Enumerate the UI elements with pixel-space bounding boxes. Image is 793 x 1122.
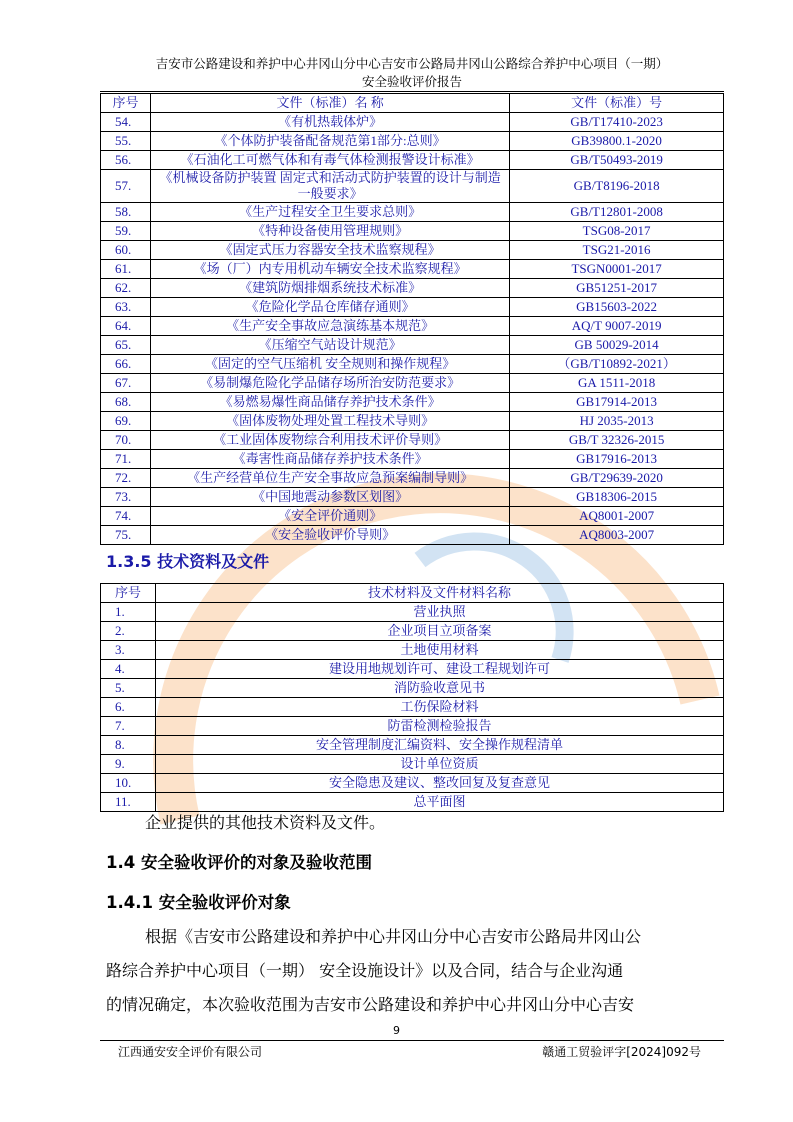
cell-name: 《中国地震动参数区划图》 bbox=[150, 488, 509, 507]
cell-code: GB17914-2013 bbox=[510, 393, 724, 412]
table-row bbox=[101, 488, 724, 507]
cell-code: GB/T 32326-2015 bbox=[510, 431, 724, 450]
table-row bbox=[101, 260, 724, 279]
cell-name: 技术材料及文件材料名称 bbox=[155, 584, 723, 603]
cell-code: GB18306-2015 bbox=[510, 488, 724, 507]
cell-name: 总平面图 bbox=[155, 793, 723, 812]
cell-name: 设计单位资质 bbox=[155, 755, 723, 774]
table-row bbox=[101, 374, 724, 393]
cell-index: 10. bbox=[101, 774, 156, 793]
cell-code: GB/T29639-2020 bbox=[510, 469, 724, 488]
cell-name: 《危险化学品仓库储存通则》 bbox=[150, 298, 509, 317]
cell-index: 62. bbox=[101, 279, 151, 298]
cell-code: （GB/T10892-2021） bbox=[510, 355, 724, 374]
cell-code: TSG08-2017 bbox=[510, 222, 724, 241]
cell-index: 68. bbox=[101, 393, 151, 412]
cell-index: 11. bbox=[101, 793, 156, 812]
cell-index: 58. bbox=[101, 203, 151, 222]
cell-name: 《安全评价通则》 bbox=[150, 507, 509, 526]
header-divider bbox=[100, 91, 724, 92]
cell-index: 序号 bbox=[101, 94, 151, 113]
paragraph-line-2: 路综合养护中心项目（一期） 安全设施设计》以及合同，结合与企业沟通 bbox=[106, 961, 624, 980]
cell-index: 70. bbox=[101, 431, 151, 450]
table-row bbox=[101, 698, 724, 717]
cell-code: GB/T50493-2019 bbox=[510, 151, 724, 170]
table-row bbox=[101, 660, 724, 679]
cell-name: 防雷检测检验报告 bbox=[155, 717, 723, 736]
footer-report-number: 赣通工贸验评字[2024]092号 bbox=[542, 1045, 701, 1059]
cell-name: 安全隐患及建议、整改回复及复查意见 bbox=[155, 774, 723, 793]
cell-code: GB/T17410-2023 bbox=[510, 113, 724, 132]
cell-name: 《固体废物处理处置工程技术导则》 bbox=[150, 412, 509, 431]
cell-name: 《特种设备使用管理规则》 bbox=[150, 222, 509, 241]
cell-code: TSG21-2016 bbox=[510, 241, 724, 260]
cell-code: AQ8001-2007 bbox=[510, 507, 724, 526]
cell-name: 《机械设备防护装置 固定式和活动式防护装置的设计与制造一般要求》 bbox=[150, 170, 509, 203]
cell-index: 2. bbox=[101, 622, 156, 641]
cell-name: 安全管理制度汇编资料、安全操作规程清单 bbox=[155, 736, 723, 755]
cell-index: 57. bbox=[101, 170, 151, 203]
cell-name: 建设用地规划许可、建设工程规划许可 bbox=[155, 660, 723, 679]
cell-index: 5. bbox=[101, 679, 156, 698]
table-row bbox=[101, 336, 724, 355]
cell-index: 63. bbox=[101, 298, 151, 317]
cell-name: 《易燃易爆性商品储存养护技术条件》 bbox=[150, 393, 509, 412]
table-row bbox=[101, 203, 724, 222]
cell-index: 56. bbox=[101, 151, 151, 170]
header-subtitle: 安全验收评价报告 bbox=[361, 74, 462, 89]
cell-index: 8. bbox=[101, 736, 156, 755]
table-row bbox=[101, 151, 724, 170]
table-row bbox=[101, 412, 724, 431]
table-row bbox=[101, 526, 724, 545]
cell-code: GB 50029-2014 bbox=[510, 336, 724, 355]
cell-name: 企业项目立项备案 bbox=[155, 622, 723, 641]
cell-index: 72. bbox=[101, 469, 151, 488]
table-row bbox=[101, 170, 724, 203]
cell-index: 59. bbox=[101, 222, 151, 241]
table-row bbox=[101, 132, 724, 151]
table-row bbox=[101, 298, 724, 317]
table-row bbox=[101, 679, 724, 698]
cell-code: GB/T12801-2008 bbox=[510, 203, 724, 222]
cell-index: 54. bbox=[101, 113, 151, 132]
table-row bbox=[101, 317, 724, 336]
cell-name: 《场（厂）内专用机动车辆安全技术监察规程》 bbox=[150, 260, 509, 279]
section-1-4-heading: 1.4 安全验收评价的对象及验收范围 bbox=[106, 853, 372, 872]
paragraph-line-3: 的情况确定，本次验收范围为吉安市公路建设和养护中心井冈山分中心吉安 bbox=[106, 995, 635, 1014]
cell-index: 65. bbox=[101, 336, 151, 355]
page-number: 9 bbox=[393, 1024, 400, 1037]
cell-name: 《安全验收评价导则》 bbox=[150, 526, 509, 545]
header-title: 吉安市公路建设和养护中心井冈山分中心吉安市公路局井冈山公路综合养护中心项目（一期） bbox=[155, 56, 669, 71]
footer-divider bbox=[100, 1040, 724, 1041]
table-row bbox=[101, 355, 724, 374]
cell-index: 71. bbox=[101, 450, 151, 469]
table-row bbox=[101, 641, 724, 660]
cell-code: GB51251-2017 bbox=[510, 279, 724, 298]
table-row bbox=[101, 736, 724, 755]
table-row bbox=[101, 450, 724, 469]
cell-index: 64. bbox=[101, 317, 151, 336]
table-row bbox=[101, 222, 724, 241]
cell-name: 《有机热载体炉》 bbox=[150, 113, 509, 132]
cell-name: 《个体防护装备配备规范第1部分:总则》 bbox=[150, 132, 509, 151]
table-row bbox=[101, 717, 724, 736]
cell-name: 《建筑防烟排烟系统技术标准》 bbox=[150, 279, 509, 298]
cell-name: 营业执照 bbox=[155, 603, 723, 622]
table-header-row bbox=[101, 584, 724, 603]
cell-name: 《易制爆危险化学品储存场所治安防范要求》 bbox=[150, 374, 509, 393]
cell-index: 61. bbox=[101, 260, 151, 279]
table-header-row bbox=[101, 94, 724, 113]
cell-index: 9. bbox=[101, 755, 156, 774]
cell-name: 《生产经营单位生产安全事故应急预案编制导则》 bbox=[150, 469, 509, 488]
tech-documents-table bbox=[100, 583, 724, 812]
cell-code: HJ 2035-2013 bbox=[510, 412, 724, 431]
cell-name: 《压缩空气站设计规范》 bbox=[150, 336, 509, 355]
cell-index: 7. bbox=[101, 717, 156, 736]
cell-index: 67. bbox=[101, 374, 151, 393]
cell-name: 《石油化工可燃气体和有毒气体检测报警设计标准》 bbox=[150, 151, 509, 170]
table-row bbox=[101, 241, 724, 260]
cell-index: 60. bbox=[101, 241, 151, 260]
cell-code: GB15603-2022 bbox=[510, 298, 724, 317]
cell-code: GB39800.1-2020 bbox=[510, 132, 724, 151]
cell-name: 《固定的空气压缩机 安全规则和操作规程》 bbox=[150, 355, 509, 374]
cell-index: 55. bbox=[101, 132, 151, 151]
cell-code: AQ/T 9007-2019 bbox=[510, 317, 724, 336]
table-row bbox=[101, 469, 724, 488]
table-row bbox=[101, 393, 724, 412]
cell-name: 土地使用材料 bbox=[155, 641, 723, 660]
table-row bbox=[101, 603, 724, 622]
cell-name: 《毒害性商品储存养护技术条件》 bbox=[150, 450, 509, 469]
cell-name: 消防验收意见书 bbox=[155, 679, 723, 698]
cell-name: 《固定式压力容器安全技术监察规程》 bbox=[150, 241, 509, 260]
table-row bbox=[101, 431, 724, 450]
cell-index: 4. bbox=[101, 660, 156, 679]
cell-index: 1. bbox=[101, 603, 156, 622]
cell-code: GB17916-2013 bbox=[510, 450, 724, 469]
table-row bbox=[101, 279, 724, 298]
paragraph-line-1: 根据《吉安市公路建设和养护中心井冈山分中心吉安市公路局井冈山公 bbox=[145, 927, 642, 946]
cell-index: 69. bbox=[101, 412, 151, 431]
table-row bbox=[101, 507, 724, 526]
cell-name: 文件（标准）名 称 bbox=[150, 94, 509, 113]
cell-code: TSGN0001-2017 bbox=[510, 260, 724, 279]
cell-index: 序号 bbox=[101, 584, 156, 603]
note-text: 企业提供的其他技术资料及文件。 bbox=[145, 813, 386, 832]
cell-index: 6. bbox=[101, 698, 156, 717]
cell-code: GB/T8196-2018 bbox=[510, 170, 724, 203]
section-1-3-5-heading: 1.3.5 技术资料及文件 bbox=[106, 552, 270, 571]
cell-name: 《生产安全事故应急演练基本规范》 bbox=[150, 317, 509, 336]
standards-table bbox=[100, 93, 724, 545]
cell-index: 75. bbox=[101, 526, 151, 545]
table-row bbox=[101, 113, 724, 132]
cell-code: AQ8003-2007 bbox=[510, 526, 724, 545]
table-row bbox=[101, 774, 724, 793]
cell-index: 66. bbox=[101, 355, 151, 374]
cell-name: 《工业固体废物综合利用技术评价导则》 bbox=[150, 431, 509, 450]
cell-index: 73. bbox=[101, 488, 151, 507]
cell-code: 文件（标准）号 bbox=[510, 94, 724, 113]
cell-name: 《生产过程安全卫生要求总则》 bbox=[150, 203, 509, 222]
section-1-4-1-heading: 1.4.1 安全验收评价对象 bbox=[106, 893, 291, 912]
cell-index: 3. bbox=[101, 641, 156, 660]
table-row bbox=[101, 622, 724, 641]
cell-code: GA 1511-2018 bbox=[510, 374, 724, 393]
footer-company: 江西通安安全评价有限公司 bbox=[118, 1045, 263, 1059]
cell-name: 工伤保险材料 bbox=[155, 698, 723, 717]
cell-index: 74. bbox=[101, 507, 151, 526]
table-row bbox=[101, 755, 724, 774]
